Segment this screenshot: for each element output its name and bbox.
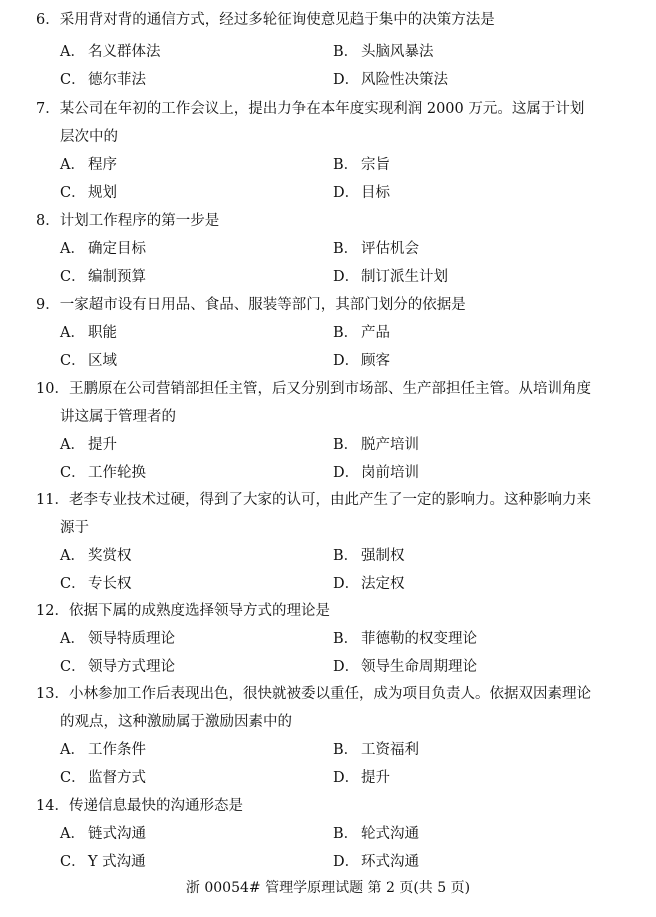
option-letter: A．	[60, 548, 85, 564]
option-letter: B．	[333, 325, 359, 341]
question-12-option-a	[60, 625, 175, 653]
option-letter: D．	[333, 72, 360, 88]
option-letter: C．	[60, 185, 86, 201]
option-text: 制订派生计划	[361, 269, 448, 285]
option-text: 脱产培训	[361, 437, 419, 453]
option-letter: D．	[333, 659, 360, 675]
question-12-option-b	[333, 625, 477, 653]
question-11-option-a	[60, 542, 132, 570]
option-text: 宗旨	[361, 157, 390, 173]
option-letter: B．	[333, 742, 359, 758]
question-10-stem-cont	[60, 403, 650, 431]
page-footer: 浙 00054# 管理学原理试题 第 2 页(共 5 页)	[185, 880, 471, 896]
question-8-option-c	[60, 263, 146, 291]
question-7-option-d	[333, 179, 390, 207]
option-text: 德尔菲法	[88, 72, 146, 88]
question-8-option-d	[333, 263, 448, 291]
option-text: 规划	[88, 185, 117, 201]
question-13-option-c	[60, 764, 146, 792]
option-text: 领导特质理论	[88, 631, 175, 647]
question-13-option-b	[333, 736, 419, 764]
question-6-stem	[36, 6, 626, 34]
question-text: 王鹏原在公司营销部担任主管，后又分别到市场部、生产部担任主管。从培训角度	[68, 381, 591, 397]
question-number: 14．	[36, 798, 69, 814]
option-text: 顾客	[361, 353, 390, 369]
option-text: 区域	[88, 353, 117, 369]
option-letter: C．	[60, 576, 86, 592]
question-7-option-c	[60, 179, 117, 207]
option-letter: B．	[333, 44, 359, 60]
question-10-option-c	[60, 459, 146, 487]
option-text: 领导方式理论	[88, 659, 175, 675]
question-number: 6．	[36, 12, 60, 28]
option-text: 目标	[361, 185, 390, 201]
question-number: 10．	[36, 381, 69, 397]
option-text: 风险性决策法	[361, 72, 448, 88]
question-text: 小林参加工作后表现出色，很快就被委以重任，成为项目负责人。依据双因素理论	[68, 686, 591, 702]
option-letter: A．	[60, 325, 85, 341]
option-text: 编制预算	[88, 269, 146, 285]
option-letter: C．	[60, 353, 86, 369]
option-text: 法定权	[361, 576, 405, 592]
option-text: 头脑风暴法	[361, 44, 434, 60]
option-letter: C．	[60, 72, 86, 88]
question-11-option-d	[333, 570, 405, 598]
option-letter: A．	[60, 631, 85, 647]
question-13-option-a	[60, 736, 146, 764]
question-12-option-c	[60, 653, 175, 681]
question-14-option-c	[60, 848, 146, 876]
option-text: 环式沟通	[361, 854, 419, 870]
question-7-option-b	[333, 151, 390, 179]
option-text: 强制权	[361, 548, 405, 564]
question-8-stem	[36, 207, 626, 235]
question-11-option-b	[333, 542, 405, 570]
option-text: 提升	[88, 437, 117, 453]
option-letter: D．	[333, 269, 360, 285]
question-number: 11．	[36, 492, 69, 508]
question-11-stem	[36, 486, 626, 514]
option-text: 工资福利	[361, 742, 419, 758]
question-14-option-d	[333, 848, 419, 876]
question-9-option-a	[60, 319, 117, 347]
question-12-option-d	[333, 653, 477, 681]
option-text: 专长权	[88, 576, 132, 592]
question-12-stem	[36, 597, 626, 625]
question-7-stem-cont	[60, 123, 650, 151]
question-9-option-d	[333, 347, 390, 375]
question-text: 讲这属于管理者的	[60, 409, 176, 425]
option-text: 岗前培训	[361, 465, 419, 481]
question-9-stem	[36, 291, 626, 319]
question-14-option-a	[60, 820, 146, 848]
question-9-option-b	[333, 319, 390, 347]
option-letter: A．	[60, 44, 85, 60]
option-letter: B．	[333, 548, 359, 564]
option-letter: C．	[60, 659, 86, 675]
question-10-stem	[36, 375, 626, 403]
question-7-option-a	[60, 151, 117, 179]
option-letter: D．	[333, 576, 360, 592]
option-text: 链式沟通	[88, 826, 146, 842]
option-letter: C．	[60, 854, 86, 870]
option-letter: B．	[333, 631, 359, 647]
option-letter: A．	[60, 157, 85, 173]
question-13-option-d	[333, 764, 390, 792]
option-letter: C．	[60, 269, 86, 285]
option-text: 工作轮换	[88, 465, 146, 481]
question-text: 源于	[60, 520, 89, 536]
option-letter: A．	[60, 742, 85, 758]
question-text: 一家超市设有日用品、食品、服装等部门，其部门划分的依据是	[59, 297, 466, 313]
option-text: 监督方式	[88, 770, 146, 786]
question-text: 计划工作程序的第一步是	[59, 213, 220, 229]
question-number: 7．	[36, 101, 60, 117]
option-text: 轮式沟通	[361, 826, 419, 842]
question-14-option-b	[333, 820, 419, 848]
question-text: 的观点，这种激励属于激励因素中的	[60, 714, 292, 730]
option-text: 评估机会	[361, 241, 419, 257]
question-text: 层次中的	[60, 129, 118, 145]
question-8-option-a	[60, 235, 146, 263]
question-text: 依据下属的成熟度选择领导方式的理论是	[68, 603, 330, 619]
question-text: 传递信息最快的沟通形态是	[68, 798, 243, 814]
option-letter: D．	[333, 185, 360, 201]
question-text: 采用背对背的通信方式，经过多轮征询使意见趋于集中的决策方法是	[59, 12, 495, 28]
question-14-stem	[36, 792, 626, 820]
question-number: 13．	[36, 686, 69, 702]
option-letter: A．	[60, 826, 85, 842]
option-text: 程序	[88, 157, 117, 173]
question-9-option-c	[60, 347, 117, 375]
option-letter: C．	[60, 770, 86, 786]
question-6-option-c	[60, 66, 146, 94]
option-letter: A．	[60, 241, 85, 257]
option-letter: A．	[60, 437, 85, 453]
option-text: 产品	[361, 325, 390, 341]
option-letter: B．	[333, 157, 359, 173]
option-letter: D．	[333, 854, 360, 870]
option-text: 奖赏权	[88, 548, 132, 564]
question-number: 12．	[36, 603, 69, 619]
option-letter: C．	[60, 465, 86, 481]
question-6-option-a	[60, 38, 161, 66]
question-10-option-b	[333, 431, 419, 459]
question-7-stem	[36, 95, 626, 123]
option-text: 确定目标	[88, 241, 146, 257]
option-letter: D．	[333, 353, 360, 369]
option-letter: B．	[333, 437, 359, 453]
question-10-option-a	[60, 431, 117, 459]
option-text: 提升	[361, 770, 390, 786]
question-6-option-d	[333, 66, 448, 94]
option-text: Y 式沟通	[88, 854, 146, 870]
question-11-option-c	[60, 570, 132, 598]
option-letter: D．	[333, 770, 360, 786]
question-13-stem-cont	[60, 708, 650, 736]
question-11-stem-cont	[60, 514, 650, 542]
option-letter: B．	[333, 241, 359, 257]
question-number: 9．	[36, 297, 60, 313]
option-letter: D．	[333, 465, 360, 481]
question-6-option-b	[333, 38, 434, 66]
question-text: 某公司在年初的工作会议上，提出力争在本年度实现利润 2000 万元。这属于计划	[59, 101, 585, 117]
option-text: 职能	[88, 325, 117, 341]
option-letter: B．	[333, 826, 359, 842]
option-text: 工作条件	[88, 742, 146, 758]
question-10-option-d	[333, 459, 419, 487]
option-text: 名义群体法	[88, 44, 161, 60]
question-8-option-b	[333, 235, 419, 263]
option-text: 菲德勒的权变理论	[361, 631, 477, 647]
question-number: 8．	[36, 213, 60, 229]
question-text: 老李专业技术过硬，得到了大家的认可，由此产生了一定的影响力。这种影响力来	[68, 492, 591, 508]
option-text: 领导生命周期理论	[361, 659, 477, 675]
question-13-stem	[36, 680, 626, 708]
